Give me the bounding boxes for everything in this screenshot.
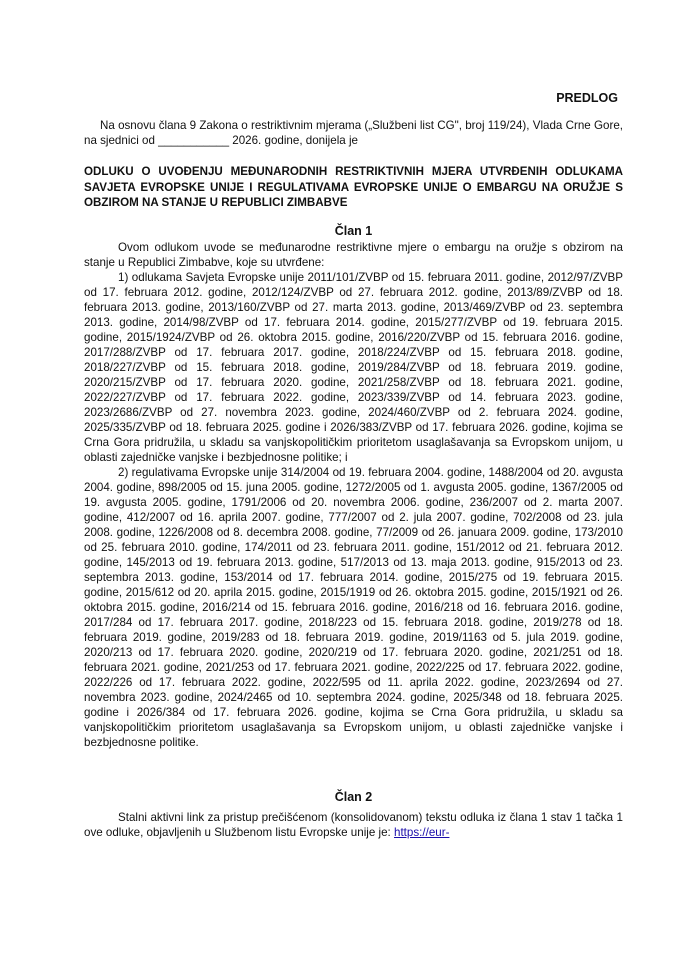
article-2-heading: Član 2	[334, 790, 373, 804]
intro-text: Na osnovu člana 9 Zakona o restriktivnim mjerama („Službeni list CG", broj 119/24), Vlada Crne Gore, na sjednici od ___________ 2026. godine, donijela je	[84, 119, 623, 147]
eur-lex-link[interactable]: https://eur-	[394, 826, 450, 839]
article-1-item-2: 2) regulativama Evropske unije 314/2004 od 19. februara 2004. godine, 1488/2004 od 20. avgusta 2004. godine, 898/2005 od 15. juna 2005. godine, 1272/2005 od 1. avgusta 2005. godine, 1367/2005 od 19. avgusta 2005. godine, 1791/2006 od 20. novembra 2006. godine, 236/2007 od 2. marta 2007. godine, 412/2007 od 16. aprila 2007. godine, 777/2007 od 2. jula 2007. godine, 702/2008 od 23. jula 2008. godine, 1226/2008 od 8. decembra 2008. godine, 77/2009 od 26. januara 2009. godine, 173/2010 od 25. februara 2010. godine, 174/2011 od 23. februara 2011. godine, 151/2012 od 21. februara 2012. godine, 145/2013 od 19. februara 2013. godine, 517/2013 od 13. maja 2013. godine, 915/2013 od 23. septembra 2013. godine, 153/2014 od 17. februara 2014. godine, 2015/275 od 19. februara 2015. godine, 2015/612 od 20. aprila 2015. godine, 2015/1919 od 26. oktobra 2015. godine, 2015/1921 od 26. oktobra 2015. godine, 2016/214 od 15. februara 2016. godine, 2016/218 od 16. februara 2016. godine, 2017/284 od 17. februara 2017. godine, 2018/223 od 15. februara 2018. godine, 2019/278 od 18. februara 2019. godine, 2019/283 od 18. februara 2019. godine, 2019/1163 od 5. jula 2019. godine, 2020/213 od 17. februara 2020. godine, 2020/219 od 17. februara 2020. godine, 2021/251 od 18. februara 2021. godine, 2021/253 od 17. februara 2021. godine, 2022/225 od 17. februara 2022. godine, 2022/226 od 17. februara 2022. godine, 2022/595 od 11. aprila 2022. godine, 2023/2694 od 27. novembra 2023. godine, 2024/2465 od 10. septembra 2024. godine, 2025/348 od 18. februara 2025. godine i 2026/384 od 17. februara 2026. godine, kojima se Crna Gora pridružila, u skladu sa vanjskopolitičkim prioritetom usaglašavanja sa Evropskom unijom, u oblasti zajedničke vanjske i bezbjednosne politike.	[84, 466, 623, 749]
intro-paragraph	[84, 118, 623, 148]
article-1-lead: Ovom odlukom uvode se međunarodne restriktivne mjere o embargu na oružje s obzirom na stanje u Republici Zimbabve, koje su utvrđene:	[84, 241, 623, 269]
article-2-body	[84, 810, 623, 840]
article-2-text: Stalni aktivni link za pristup prečišćenom (konsolidovanom) tekstu odluka iz člana 1 stav 1 tačka 1 ove odluke, objavljenih u Službenom listu Evropske unije je:	[84, 811, 623, 839]
article-1-heading: Član 1	[334, 224, 373, 238]
article-1-item-1: 1) odlukama Savjeta Evropske unije 2011/101/ZVBP od 15. februara 2011. godine, 2012/97/ZVBP od 17. februara 2012. godine, 2012/124/ZVBP od 27. februara 2012. godine, 2013/89/ZVBP od 18. februara 2013. godine, 2013/160/ZVBP od 27. marta 2013. godine, 2013/469/ZVBP od 23. septembra 2013. godine, 2014/98/ZVBP od 17. februara 2014. godine, 2015/277/ZVBP od 19. februara 2015. godine, 2015/1924/ZVBP od 26. oktobra 2015. godine, 2016/220/ZVBP od 15. februara 2016. godine, 2017/288/ZVBP od 17. februara 2017. godine, 2018/224/ZVBP od 15. februara 2018. godine, 2018/227/ZVBP od 15. februara 2018. godine, 2019/284/ZVBP od 18. februara 2019. godine, 2020/215/ZVBP od 17. februara 2020. godine, 2021/258/ZVBP od 18. februara 2021. godine, 2022/227/ZVBP od 17. februara 2022. godine, 2023/339/ZVBP od 14. februara 2023. godine, 2023/2686/ZVBP od 27. novembra 2023. godine, 2024/460/ZVBP od 2. februara 2024. godine, 2025/335/ZVBP od 18. februara 2025. godine i 2026/383/ZVBP od 17. februara 2026. godine, kojima se Crna Gora pridružila, u skladu sa vanjskopolitičkim prioritetom usaglašavanja sa Evropskom unijom, u oblasti zajedničke vanjske i bezbjednosne politike; i	[84, 271, 623, 464]
decision-title: ODLUKU O UVOĐENJU MEĐUNARODNIH RESTRIKTIVNIH MJERA UTVRĐENIH ODLUKAMA SAVJETA EVROPSKE UNIJE I REGULATIVAMA EVROPSKE UNIJE O EMBARGU NA ORUŽJE S OBZIROM NA STANJE U REPUBLICI ZIMBABVE	[84, 165, 623, 209]
article-2-paragraph	[84, 810, 623, 840]
predlog-label: PREDLOG	[556, 91, 618, 105]
article-1-body	[84, 240, 623, 750]
